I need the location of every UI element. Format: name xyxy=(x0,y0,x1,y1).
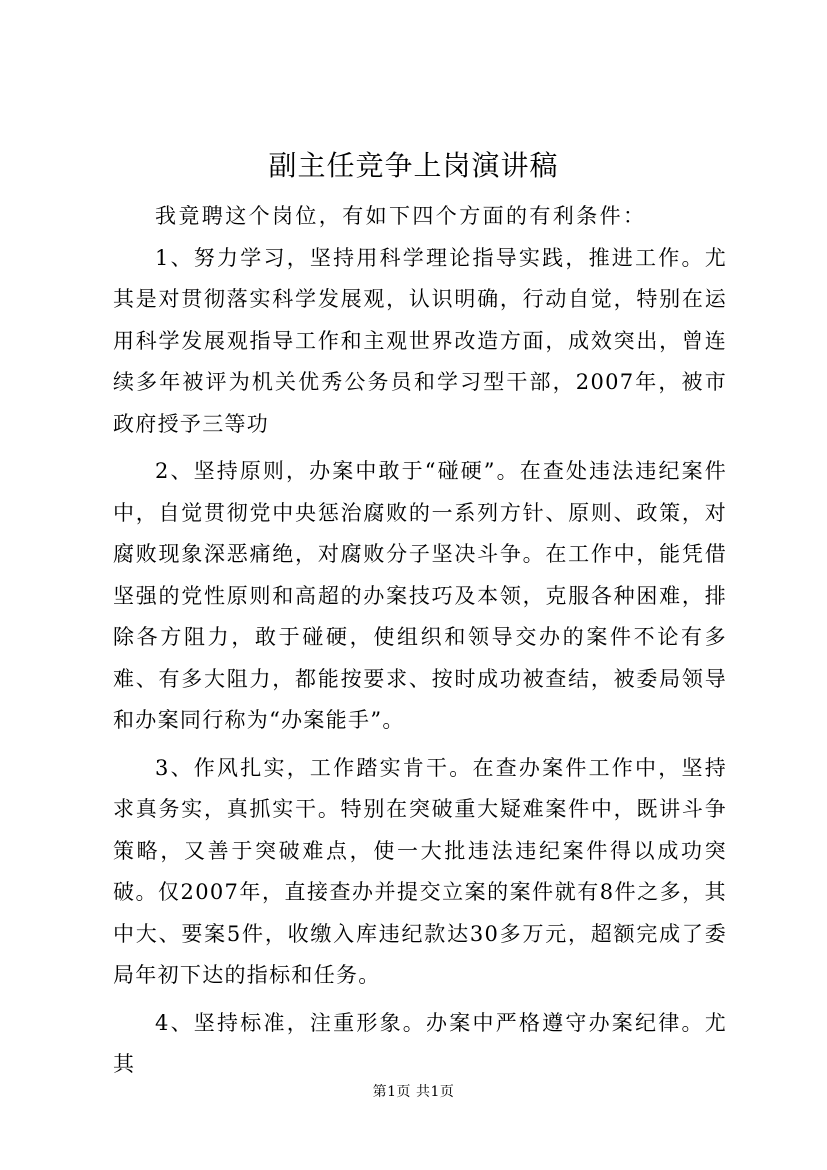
paragraph-intro: 我竟聘这个岗位，有如下四个方面的有利条件： xyxy=(155,204,647,228)
document-title: 副主任竞争上岗演讲稿 xyxy=(268,149,559,182)
page-number-footer: 第1页 共1页 xyxy=(372,1084,455,1100)
paragraph-point-2: 2、坚持原则，办案中敢于“碰硬”。在查处违法违纪案件中，自觉贯彻党中央惩治腐败的一系列方针、原则、政策，对腐败现象深恶痛绝，对腐败分子坚决斗争。在工作中，能凭借坚强的党性原则和高超的办案技巧及本领，克服各种困难，排除各方阻力，敢于碰硬，使组织和领导交办的案件不论有多难、有多大阻力，都能按要求、按时成功被查结，被委局领导和办案同行称为“办案能手”。 xyxy=(113,459,727,732)
paragraph-point-1: 1、努力学习，坚持用科学理论指导实践，推进工作。尤其是对贯彻落实科学发展观，认识明确，行动自觉，特别在运用科学发展观指导工作和主观世界改造方面，成效突出，曾连续多年被评为机关优秀公务员和学习型干部，2007年，被市政府授予三等功 xyxy=(113,245,727,436)
paragraph-point-3: 3、作风扎实，工作踏实肯干。在查办案件工作中，坚持求真务实，真抓实干。特别在突破重大疑难案件中，既讲斗争策略，又善于突破难点，使一大批违法违纪案件得以成功突破。仅2007年，直接查办并提交立案的案件就有8件之多，其中大、要案5件，收缴入库违纪款达30多万元，超额完成了委局年初下达的指标和任务。 xyxy=(113,755,727,987)
paragraph-point-4: 4、坚持标准，注重形象。办案中严格遵守办案纪律。尤其 xyxy=(113,1010,727,1076)
document-body xyxy=(113,196,727,1086)
